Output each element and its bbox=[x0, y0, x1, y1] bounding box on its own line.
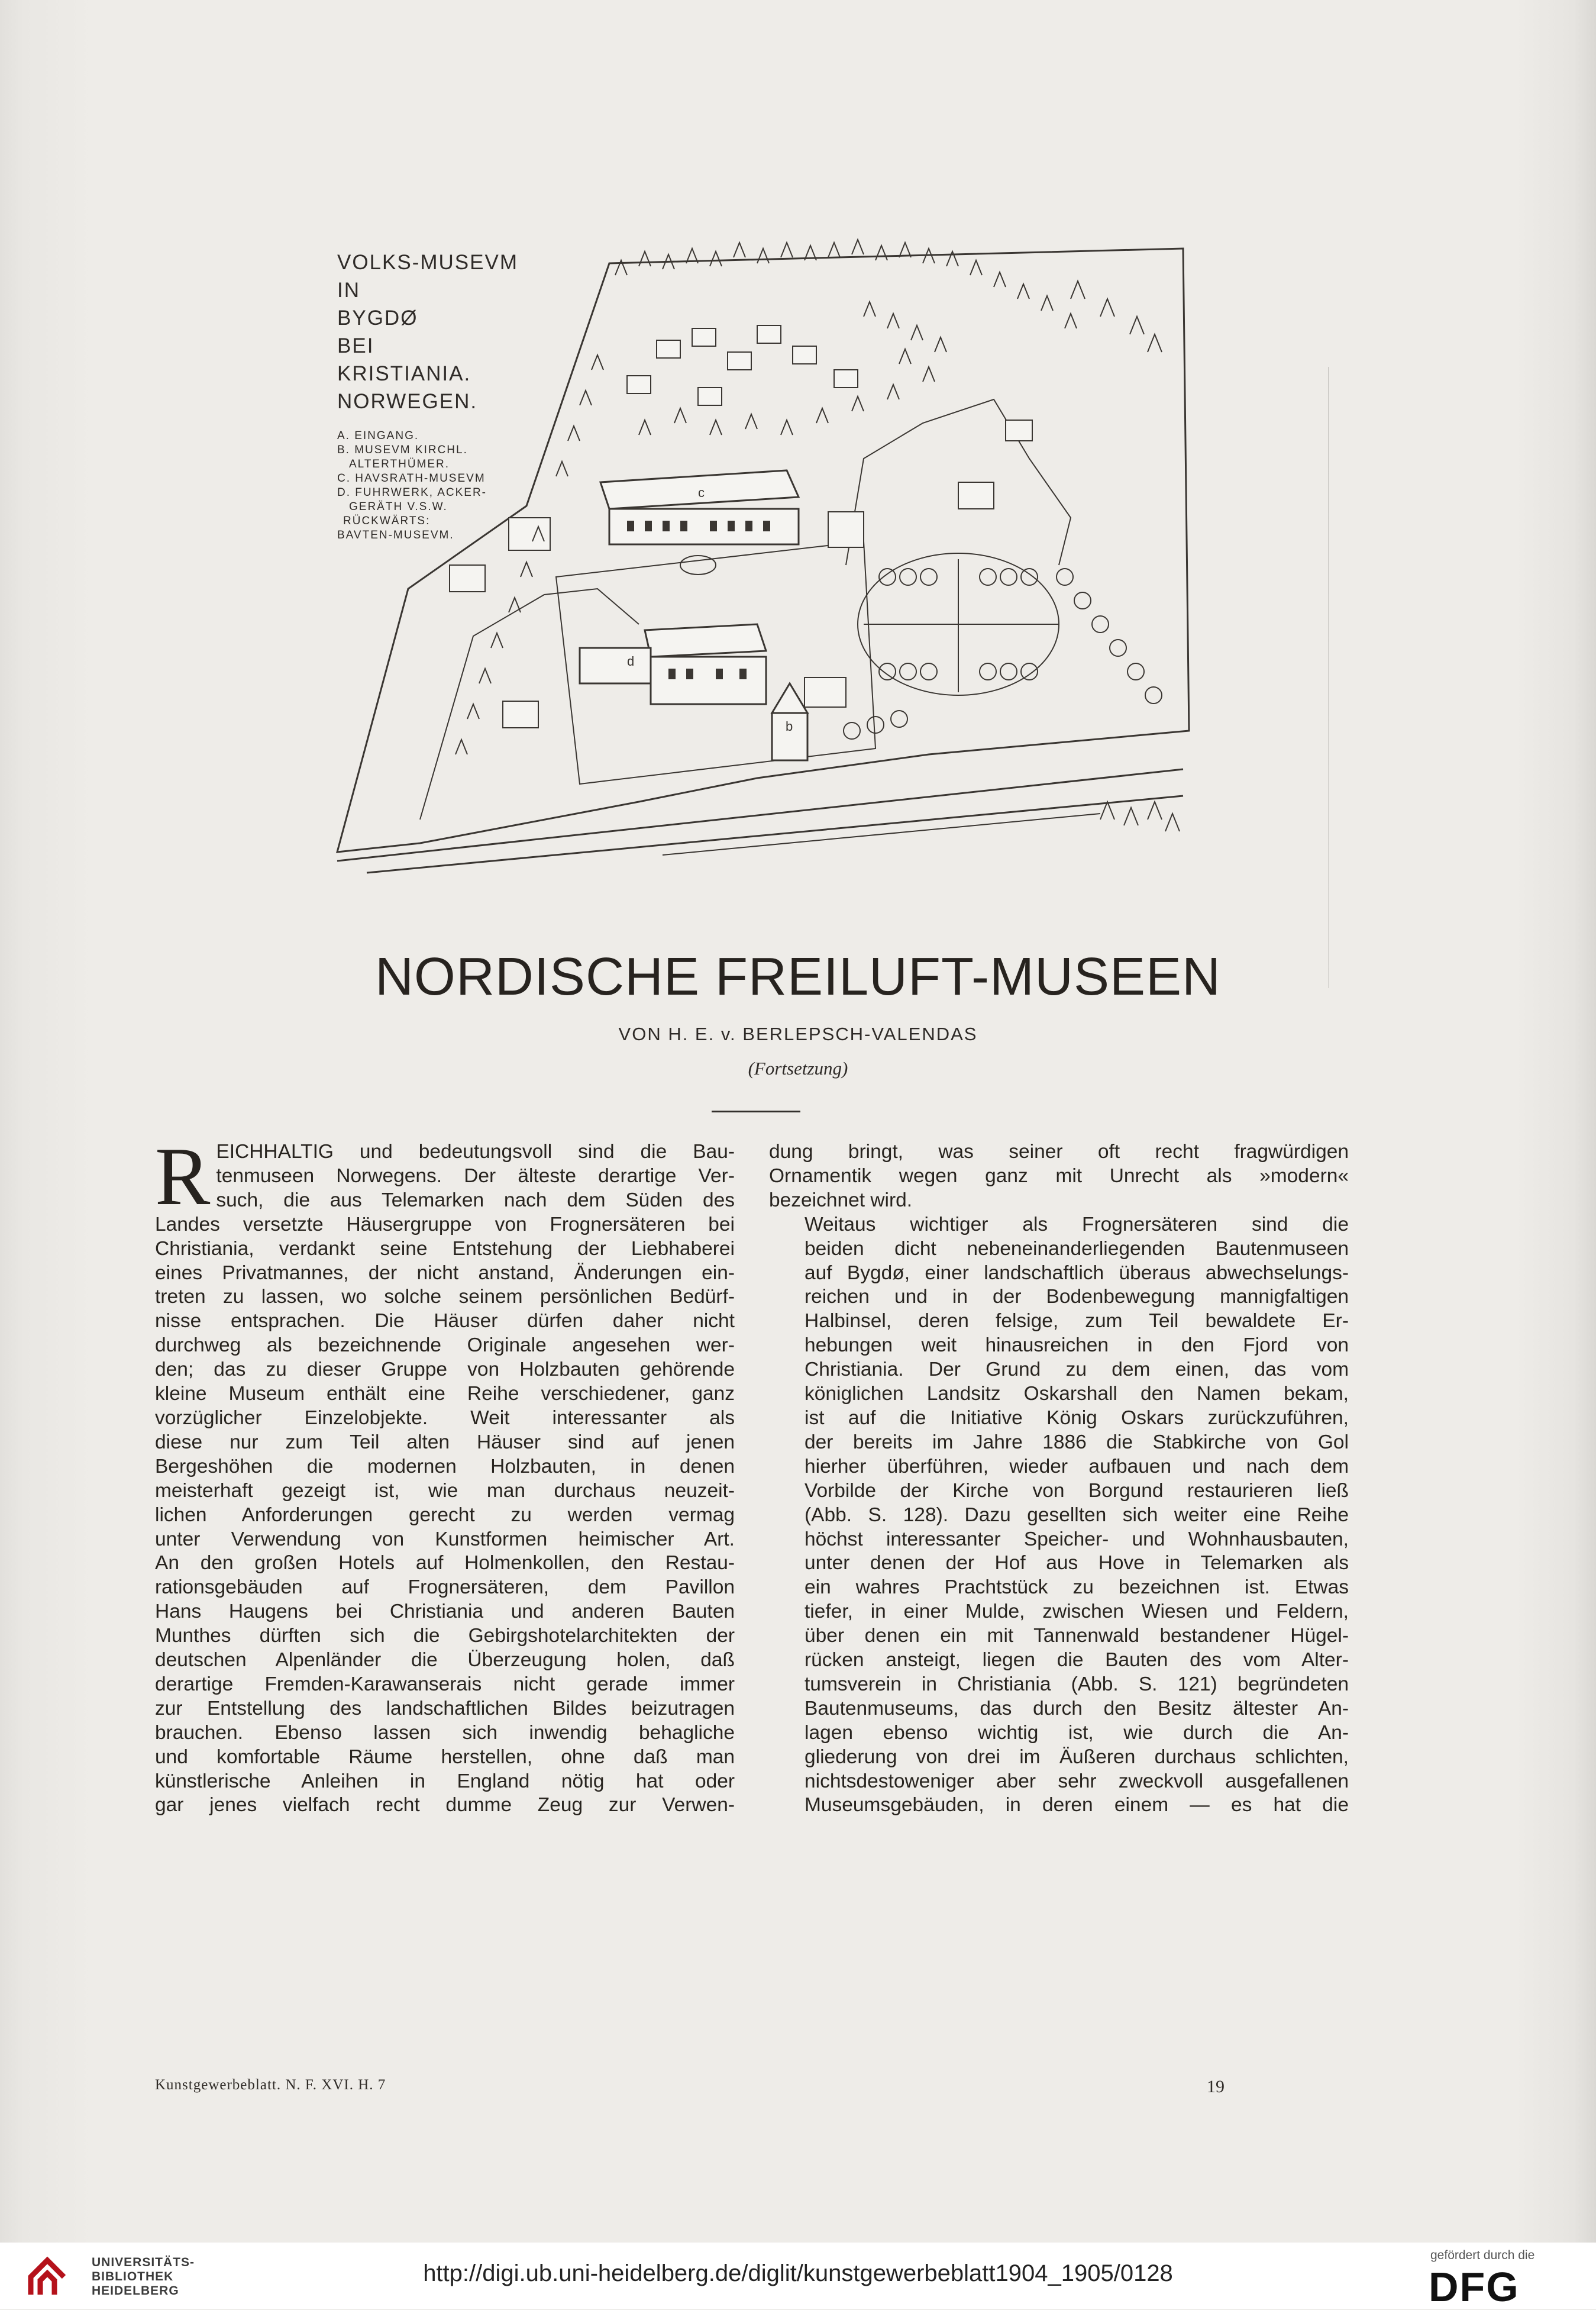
text-line: lagen ebenso wichtig ist, wie durch die An- bbox=[805, 1721, 1349, 1744]
library-name-line: BIBLIOTHEK bbox=[92, 2270, 174, 2283]
text-line: Halbinsel, deren felsige, zum Teil bewaldete Er- bbox=[805, 1310, 1349, 1333]
text-line: hierher überführen, wieder aufbauen und nach dem bbox=[805, 1455, 1349, 1477]
left-column bbox=[155, 1131, 735, 1818]
text-line: auf Bygdø, einer landschaftlich überaus abwechselungs- bbox=[805, 1262, 1349, 1284]
illustration-title bbox=[337, 249, 518, 415]
building-c bbox=[600, 470, 799, 544]
legend-line: ALTERTHÜMER. bbox=[349, 458, 450, 470]
text-line: Bergeshöhen die modernen Holzbauten, in denen bbox=[155, 1455, 735, 1477]
body-paragraph bbox=[155, 1131, 735, 1818]
library-name-line: HEIDELBERG bbox=[92, 2284, 179, 2298]
text-line: EICHHALTIG und bedeutungsvoll sind die Bau- bbox=[216, 1141, 735, 1163]
article-title: NORDISCHE FREILUFT-MUSEEN bbox=[374, 947, 1222, 1006]
author-byline: VON H. E. v. BERLEPSCH-VALENDAS bbox=[618, 1024, 978, 1044]
text-line: über denen ein mit Tannenwald bestandener Hügel- bbox=[805, 1625, 1349, 1647]
road-line-lower bbox=[367, 796, 1183, 873]
fold-shadow bbox=[1328, 367, 1329, 988]
text-line: reichen und in der Bodenbewegung mannigfaltigen bbox=[805, 1286, 1349, 1308]
drop-cap: R bbox=[155, 1131, 211, 1222]
legend-line: D. FUHRWERK, ACKER- bbox=[337, 486, 487, 499]
text-line: rücken ansteigt, liegen die Bauten des vom Alter- bbox=[805, 1649, 1349, 1672]
text-line: Weitaus wichtiger als Frognersäteren sind die bbox=[805, 1213, 1349, 1235]
text-line: An den großen Hotels auf Holmenkollen, den Restau- bbox=[155, 1552, 735, 1575]
legend-line: RÜCKWÄRTS: bbox=[343, 515, 431, 527]
funding-caption: gefördert durch die bbox=[1430, 2248, 1535, 2262]
digitization-footer-bar bbox=[0, 2243, 1596, 2309]
text-line: unter Verwendung von Kunstformen heimischer Art. bbox=[155, 1528, 735, 1550]
body-paragraph bbox=[769, 1140, 1349, 1213]
illustration-title-line: KRISTIANIA. bbox=[337, 362, 471, 385]
article-subtitle: (Fortsetzung) bbox=[748, 1058, 848, 1079]
text-line: diese nur zum Teil alten Häuser sind auf jenen bbox=[155, 1431, 735, 1453]
illustration-title-line: IN bbox=[337, 279, 360, 302]
tree-clusters bbox=[455, 240, 1180, 831]
marker-b: b bbox=[786, 719, 793, 734]
text-line: dung bringt, was seiner oft recht fragwürdigen bbox=[769, 1141, 1349, 1163]
text-line: Bautenmuseums, das durch den Besitz ältester An- bbox=[805, 1697, 1349, 1719]
legend-line: A. EINGANG. bbox=[337, 430, 419, 442]
text-line: nichtsdestoweniger aber sehr zweckvoll ausgefallenen bbox=[805, 1770, 1349, 1792]
text-line: den; das zu dieser Gruppe von Holzbauten gehörende bbox=[155, 1359, 735, 1381]
text-line: lichen Anforderungen gerecht zu werden vermag bbox=[155, 1504, 735, 1526]
text-line: (Abb. S. 128). Dazu gesellten sich weiter eine Reihe bbox=[805, 1504, 1349, 1526]
text-line: Christiania, verdankt seine Entstehung der Liebhaberei bbox=[155, 1237, 735, 1260]
text-line: brauchen. Ebenso lassen sich inwendig behagliche bbox=[155, 1721, 735, 1744]
marker-c: c bbox=[698, 485, 705, 500]
text-line: derartige Fremden-Karawanserais nicht gerade immer bbox=[155, 1673, 735, 1695]
journal-footer: Kunstgewerbeblatt. N. F. XVI. H. 7 bbox=[155, 2077, 386, 2093]
illustration-title-line: NORWEGEN. bbox=[337, 390, 478, 413]
text-line: ist auf die Initiative König Oskars zurückzuführen, bbox=[805, 1406, 1349, 1429]
text-line: meisterhaft gezeigt ist, wie man durchaus neuzeit- bbox=[155, 1479, 735, 1502]
text-line: Vorbilde der Kirche von Borgund restaurieren ließ bbox=[805, 1479, 1349, 1502]
text-line: tiefer, in einer Mulde, zwischen Wiesen und Feldern, bbox=[805, 1601, 1349, 1623]
right-column bbox=[769, 1140, 1349, 1818]
text-line: Ornamentik wegen ganz mit Unrecht als »modern« bbox=[769, 1164, 1349, 1187]
text-line: zur Entstellung des landschaftlichen Bildes beizutragen bbox=[155, 1697, 735, 1719]
text-line: unter denen der Hof aus Hove in Telemarken als bbox=[805, 1552, 1349, 1575]
text-line: such, die aus Telemarken nach dem Süden des bbox=[216, 1189, 735, 1211]
legend-line: C. HAVSRATH-MUSEVM bbox=[337, 472, 486, 485]
marker-d: d bbox=[627, 654, 635, 669]
text-line: deutschen Alpenländer die Überzeugung holen, daß bbox=[155, 1649, 735, 1672]
text-line: Munthes dürften sich die Gebirgshotelarchitekten der bbox=[155, 1625, 735, 1647]
body-paragraph bbox=[769, 1213, 1349, 1818]
text-line: rationsgebäuden auf Frognersäteren, dem Pavillon bbox=[155, 1576, 735, 1599]
text-line: ein wahres Prachtstück zu bezeichnen ist. Etwas bbox=[805, 1576, 1349, 1599]
text-line: Christiania. Der Grund zu dem einen, das vom bbox=[805, 1359, 1349, 1381]
text-line: höchst interessanter Speicher- und Wohnhausbauten, bbox=[805, 1528, 1349, 1550]
text-line: Museumsgebäuden, in deren einem — es hat die bbox=[805, 1794, 1349, 1817]
dfg-logo: DFG bbox=[1429, 2264, 1520, 2310]
legend-line: BAVTEN-MUSEVM. bbox=[337, 529, 454, 541]
legend-line: B. MUSEVM KIRCHL. bbox=[337, 444, 468, 456]
text-line: tenmuseen Norwegens. Der älteste derartige Ver- bbox=[216, 1164, 735, 1187]
text-line: kleine Museum enthält eine Reihe verschiedener, ganz bbox=[155, 1383, 735, 1405]
text-line: der bereits im Jahre 1886 die Stabkirche von Gol bbox=[805, 1431, 1349, 1453]
text-line: Landes versetzte Häusergruppe von Frognersäteren bei bbox=[155, 1213, 735, 1235]
text-line: gar jenes vielfach recht dumme Zeug zur Verwen- bbox=[155, 1794, 735, 1817]
legend-line: GERÄTH V.S.W. bbox=[349, 501, 448, 513]
text-line: und komfortable Räume herstellen, ohne daß man bbox=[155, 1746, 735, 1768]
page-number: 19 bbox=[1207, 2077, 1225, 2096]
text-line: gliederung von drei im Äußeren durchaus schlichten, bbox=[805, 1746, 1349, 1768]
museum-site-illustration bbox=[331, 210, 1195, 885]
text-line: treten zu lassen, wo solche seinem persönlichen Bedürf- bbox=[155, 1286, 735, 1308]
road-line bbox=[337, 769, 1183, 861]
text-line: königlichen Landsitz Oskarshall den Namen bekam, bbox=[805, 1383, 1349, 1405]
text-line: tumsverein in Christiania (Abb. S. 121) begründeten bbox=[805, 1673, 1349, 1695]
text-line: beiden dicht nebeneinanderliegenden Bautenmuseen bbox=[805, 1237, 1349, 1260]
text-line: bezeichnet wird. bbox=[769, 1189, 913, 1211]
illustration-title-line: BYGDØ bbox=[337, 307, 418, 330]
divider-rule bbox=[712, 1111, 800, 1112]
source-url-link[interactable]: http://digi.ub.uni-heidelberg.de/diglit/kunstgewerbeblatt1904_1905/0128 bbox=[423, 2260, 1173, 2286]
text-line: eines Privatmannes, der nicht anstand, Änderungen ein- bbox=[155, 1262, 735, 1284]
text-line: durchweg als bezeichnende Originale angesehen wer- bbox=[155, 1334, 735, 1357]
illustration-legend bbox=[337, 429, 487, 543]
illustration-title-line: BEI bbox=[337, 334, 374, 357]
text-line: vorzüglicher Einzelobjekte. Weit interessanter als bbox=[155, 1406, 735, 1429]
text-line: Hans Haugens bei Christiania und anderen Bauten bbox=[155, 1601, 735, 1623]
text-line: hebungen weit hinausreichen in den Fjord von bbox=[805, 1334, 1349, 1357]
library-name-line: UNIVERSITÄTS- bbox=[92, 2256, 195, 2269]
text-line: künstlerische Anleihen in England nötig hat oder bbox=[155, 1770, 735, 1792]
illustration-title-line: VOLKS-MUSEVM bbox=[337, 251, 518, 274]
text-line: nisse entsprachen. Die Häuser dürfen daher nicht bbox=[155, 1310, 735, 1333]
building-d bbox=[580, 624, 766, 704]
